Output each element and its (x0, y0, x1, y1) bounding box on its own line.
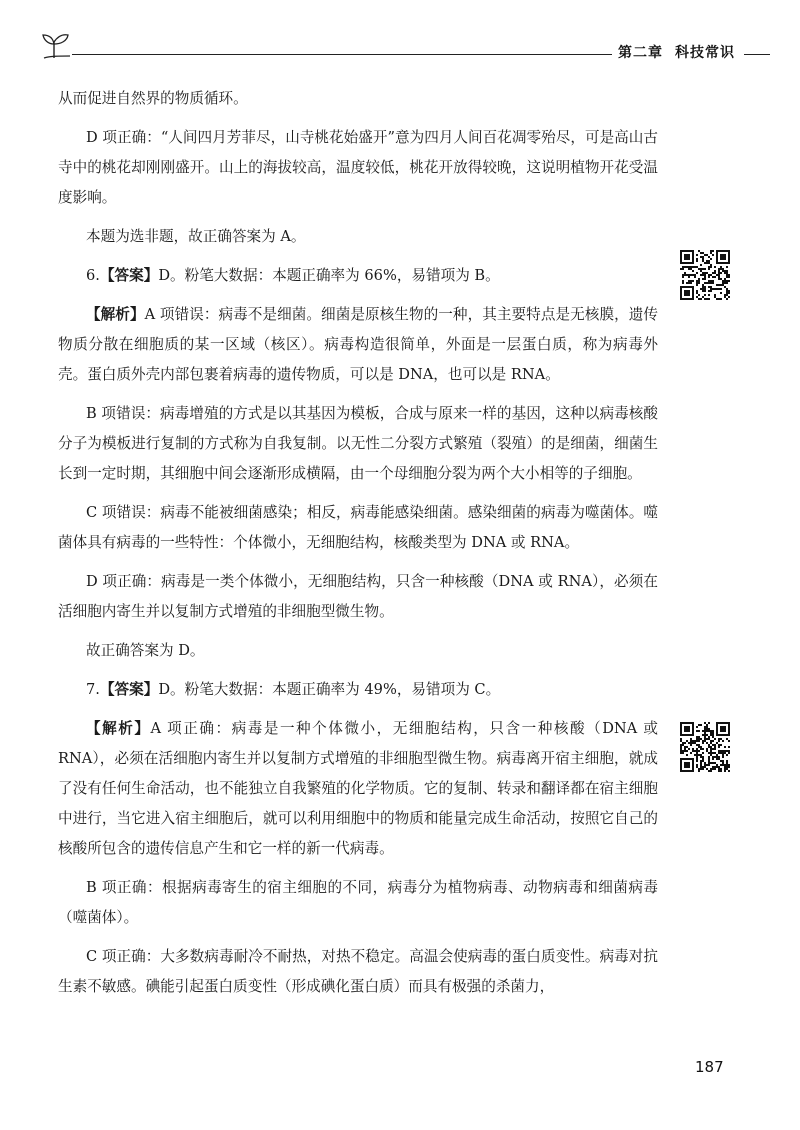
answer-tag: 【答案】 (99, 681, 159, 698)
chapter-number: 第二章 (618, 45, 663, 61)
qr-code-icon[interactable] (680, 250, 730, 300)
paragraph: C 项错误：病毒不能被细菌感染；相反，病毒能感染细菌。感染细菌的病毒为噬菌体。噬菌体具有病毒的一些特性：个体微小，无细胞结构，核酸类型为 DNA 或 RNA。 (58, 504, 658, 551)
qr-code-icon[interactable] (680, 722, 730, 772)
paragraph: 本题为选非题，故正确答案为 A。 (86, 228, 306, 245)
analysis-7: 【解析】A 项正确：病毒是一种个体微小，无细胞结构，只含一种核酸（DNA 或 RNA），必须在活细胞内寄生并以复制方式增殖的非细胞型微生物。病毒离开宿主细胞，就成了没有任何生命活动，也不能独立自我繁殖的化学物质。它的复制、转录和翻译都在宿主细胞中进行，当它进入宿主细胞后，就可以利用细胞中的物质和能量完成生命活动，按照它自己的核酸所包含的遗传信息产生和它一样的新一代病毒。 (58, 720, 658, 857)
running-header (40, 30, 770, 70)
answer-line-6: 6.【答案】D。粉笔大数据：本题正确率为 66%，易错项为 B。 (86, 267, 500, 284)
header-rule-tail (744, 54, 770, 55)
paragraph: B 项错误：病毒增殖的方式是以其基因为模板，合成与原来一样的基因，这种以病毒核酸分子为模板进行复制的方式称为自我复制。以无性二分裂方式繁殖（裂殖）的是细菌，细菌生长到一定时期，其细胞中间会逐渐形成横隔，由一个母细胞分裂为两个大小相等的子细胞。 (58, 405, 658, 482)
analysis-tag: 【解析】 (86, 306, 145, 323)
page-number: 187 (695, 1058, 724, 1076)
header-rule (72, 54, 612, 55)
paragraph: 故正确答案为 D。 (86, 642, 205, 659)
leaf-sprout-icon (40, 32, 70, 60)
answer-tag: 【答案】 (99, 267, 159, 284)
analysis-tag: 【解析】 (86, 720, 151, 737)
paragraph: B 项正确：根据病毒寄生的宿主细胞的不同，病毒分为植物病毒、动物病毒和细菌病毒（噬菌体）。 (58, 879, 658, 926)
paragraph: D 项正确：病毒是一类个体微小，无细胞结构，只含一种核酸（DNA 或 RNA），必须在活细胞内寄生并以复制方式增殖的非细胞型微生物。 (58, 573, 658, 620)
paragraph: D 项正确：“人间四月芳菲尽，山寺桃花始盛开”意为四月人间百花凋零殆尽，可是高山古寺中的桃花却刚刚盛开。山上的海拔较高，温度较低，桃花开放得较晚，这说明植物开花受温度影响。 (58, 129, 658, 206)
analysis-6: 【解析】A 项错误：病毒不是细菌。细菌是原核生物的一种，其主要特点是无核膜，遗传物质分散在细胞质的某一区域（核区）。病毒构造很简单，外面是一层蛋白质，称为病毒外壳。蛋白质外壳内部包裹着病毒的遗传物质，可以是 DNA，也可以是 RNA。 (58, 306, 658, 383)
body-text (58, 84, 658, 1011)
paragraph: 从而促进自然界的物质循环。 (58, 90, 248, 107)
paragraph: C 项正确：大多数病毒耐冷不耐热，对热不稳定。高温会使病毒的蛋白质变性。病毒对抗生素不敏感。碘能引起蛋白质变性（形成碘化蛋白质）而具有极强的杀菌力， (58, 948, 658, 995)
answer-line-7: 7.【答案】D。粉笔大数据：本题正确率为 49%，易错项为 C。 (86, 681, 501, 698)
section-title: 科技常识 (675, 45, 735, 61)
chapter-title (618, 42, 735, 62)
